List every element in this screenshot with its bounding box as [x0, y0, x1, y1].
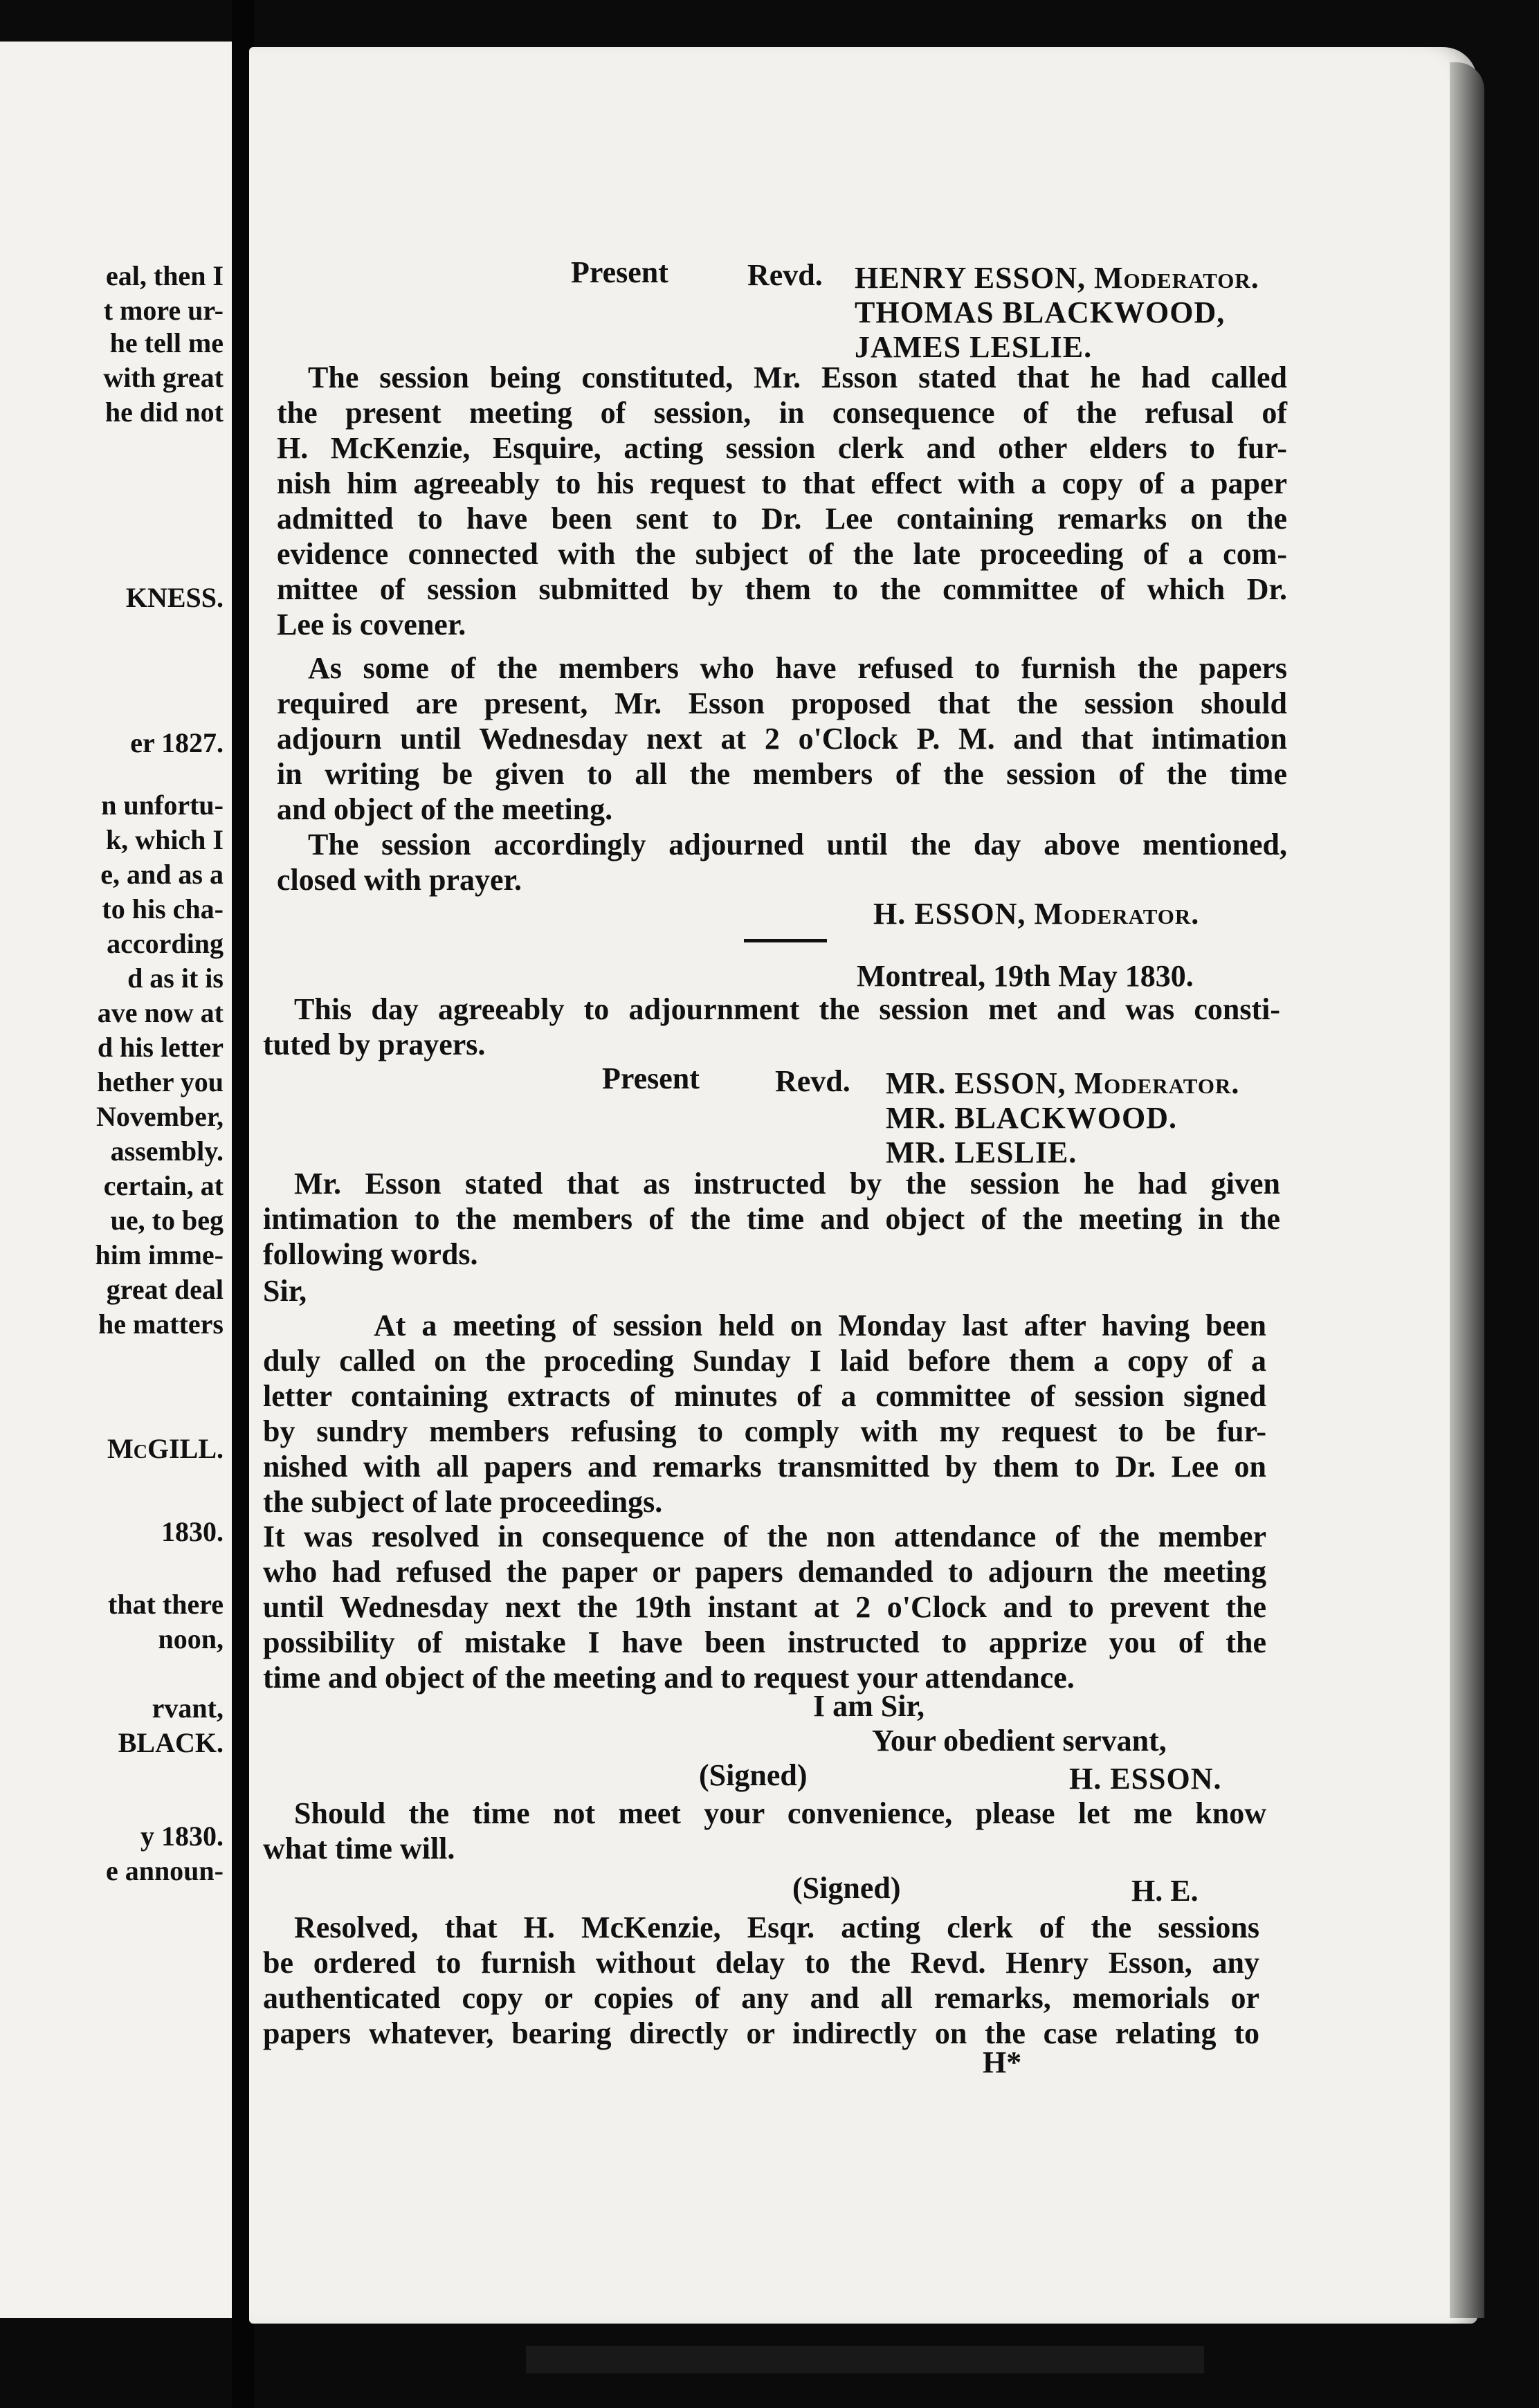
scan-shadow [526, 2346, 1204, 2373]
text-line: by sundry members refusing to comply with my request to be fur- [263, 1414, 1266, 1448]
text-line: Mr. Esson stated that as instructed by the session he had given [294, 1167, 1280, 1201]
left-page-line: him imme- [95, 1239, 224, 1270]
left-page-line: November, [95, 1101, 224, 1132]
left-page-line: d as it is [127, 963, 224, 994]
left-page [0, 42, 232, 2318]
text-line: tuted by prayers. [263, 1028, 486, 1061]
left-page-line: eal, then I [106, 260, 224, 291]
left-page-line: that there [108, 1589, 224, 1620]
text-line: who had refused the paper or papers demanded to adjourn the meeting [263, 1555, 1266, 1589]
left-page-line: McGILL. [107, 1433, 224, 1464]
left-page-line: k, which I [105, 824, 224, 855]
text-line: be ordered to furnish without delay to the Revd. Henry Esson, any [263, 1946, 1259, 1980]
left-page-line: d his letter [97, 1032, 224, 1063]
present-name-1: HENRY ESSON, Moderator. [855, 261, 1259, 295]
signed-label-1: (Signed) [699, 1758, 808, 1792]
text-line: nished with all papers and remarks transmitted by them to Dr. Lee on [263, 1450, 1266, 1484]
left-page-line: according [107, 928, 224, 959]
left-page-line: n unfortu- [101, 790, 224, 821]
left-page-line: 1830. [161, 1516, 224, 1547]
left-page-line: assembly. [110, 1135, 224, 1167]
text-line: the subject of late proceedings. [263, 1485, 663, 1519]
present2-name-2: MR. BLACKWOOD. [886, 1101, 1177, 1135]
revd-label-1: Revd. [747, 258, 823, 292]
left-page-line: e announ- [105, 1855, 224, 1886]
text-line: H. McKenzie, Esquire, acting session clerk and other elders to fur- [277, 431, 1287, 465]
signed-label-2: (Signed) [792, 1871, 901, 1905]
left-page-line: BLACK. [118, 1727, 224, 1758]
text-line: and object of the meeting. [277, 792, 613, 826]
text-line: Lee is covener. [277, 608, 466, 641]
text-line: Resolved, that H. McKenzie, Esqr. acting clerk of the sessions [294, 1910, 1259, 1944]
left-page-line: he did not [104, 396, 224, 428]
text-line: papers whatever, bearing directly or indirectly on the case relating to [263, 2016, 1259, 2050]
left-page-line: ave now at [97, 997, 224, 1028]
text-line: admitted to have been sent to Dr. Lee containing remarks on the [277, 502, 1287, 536]
left-page-line: great deal [106, 1274, 224, 1305]
present2-name-1: MR. ESSON, Moderator. [886, 1066, 1240, 1100]
letter-salutation: Sir, [263, 1274, 307, 1308]
left-page-line: KNESS. [125, 582, 224, 613]
left-page-line: he matters [98, 1308, 224, 1340]
section-divider [744, 939, 827, 942]
text-line: authenticated copy or copies of any and all remarks, memorials or [263, 1981, 1259, 2015]
text-line: required are present, Mr. Esson proposed that the session should [277, 686, 1287, 720]
text-line: following words. [263, 1237, 478, 1271]
text-line: This day agreeably to adjournment the session met and was consti- [294, 992, 1280, 1026]
present-label-2: Present [602, 1061, 700, 1095]
revd-label-2: Revd. [775, 1064, 850, 1098]
signature-moderator: H. ESSON, Moderator. [873, 897, 1200, 931]
catchword: H* [983, 2045, 1022, 2079]
dateline: Montreal, 19th May 1830. [857, 959, 1194, 993]
page-edge [1450, 62, 1484, 2318]
left-page-line: hether you [97, 1066, 224, 1097]
text-line: duly called on the proceding Sunday I laid before them a copy of a [263, 1344, 1266, 1378]
text-line: The session being constituted, Mr. Esson stated that he had called [308, 361, 1287, 394]
present-name-2: THOMAS BLACKWOOD, [855, 295, 1226, 329]
present-name-3: JAMES LESLIE. [855, 330, 1093, 364]
left-page-line: noon, [158, 1623, 224, 1654]
left-page-line: rvant, [152, 1693, 224, 1724]
signed-name-2: H. E. [1131, 1874, 1199, 1908]
letter-closing-2: Your obedient servant, [872, 1724, 1167, 1758]
text-line: mittee of session submitted by them to the committee of which Dr. [277, 572, 1287, 606]
text-line: evidence connected with the subject of the late proceeding of a com- [277, 537, 1287, 571]
signed-name-1: H. ESSON. [1069, 1762, 1222, 1796]
left-page-line: t more ur- [103, 295, 224, 326]
left-page-line: er 1827. [130, 727, 224, 758]
text-line: in writing be given to all the members of the session of the time [277, 757, 1287, 791]
text-line: adjourn until Wednesday next at 2 o'Clock P. M. and that intimation [277, 722, 1287, 756]
left-page-line: ue, to beg [110, 1205, 224, 1236]
left-page-line: to his cha- [102, 893, 224, 924]
left-page-line: with great [103, 362, 224, 393]
text-line: intimation to the members of the time and object of the meeting in the [263, 1202, 1280, 1236]
left-page-line: certain, at [103, 1170, 224, 1201]
left-page-line: e, and as a [100, 859, 224, 890]
text-line: It was resolved in consequence of the non attendance of the member [263, 1520, 1266, 1553]
text-line: possibility of mistake I have been instructed to apprize you of the [263, 1625, 1266, 1659]
text-line: At a meeting of session held on Monday last after having been [374, 1308, 1266, 1342]
text-line: until Wednesday next the 19th instant at 2 o'Clock and to prevent the [263, 1590, 1266, 1624]
text-line: time and object of the meeting and to request your attendance. [263, 1661, 1075, 1695]
text-line: As some of the members who have refused to furnish the papers [308, 651, 1287, 685]
text-line: letter containing extracts of minutes of a committee of session signed [263, 1379, 1266, 1413]
left-page-line: y 1830. [140, 1821, 224, 1852]
text-line: nish him agreeably to his request to that effect with a copy of a paper [277, 466, 1287, 500]
text-line: The session accordingly adjourned until the day above mentioned, [308, 828, 1287, 861]
present-label-1: Present [571, 255, 668, 289]
letter-closing-1: I am Sir, [813, 1689, 925, 1723]
text-line: Should the time not meet your convenience, please let me know [294, 1796, 1266, 1830]
present2-name-3: MR. LESLIE. [886, 1135, 1077, 1169]
text-line: closed with prayer. [277, 863, 522, 897]
left-page-line: he tell me [109, 327, 224, 358]
text-line: the present meeting of session, in consequence of the refusal of [277, 396, 1287, 430]
text-line: what time will. [263, 1832, 455, 1866]
